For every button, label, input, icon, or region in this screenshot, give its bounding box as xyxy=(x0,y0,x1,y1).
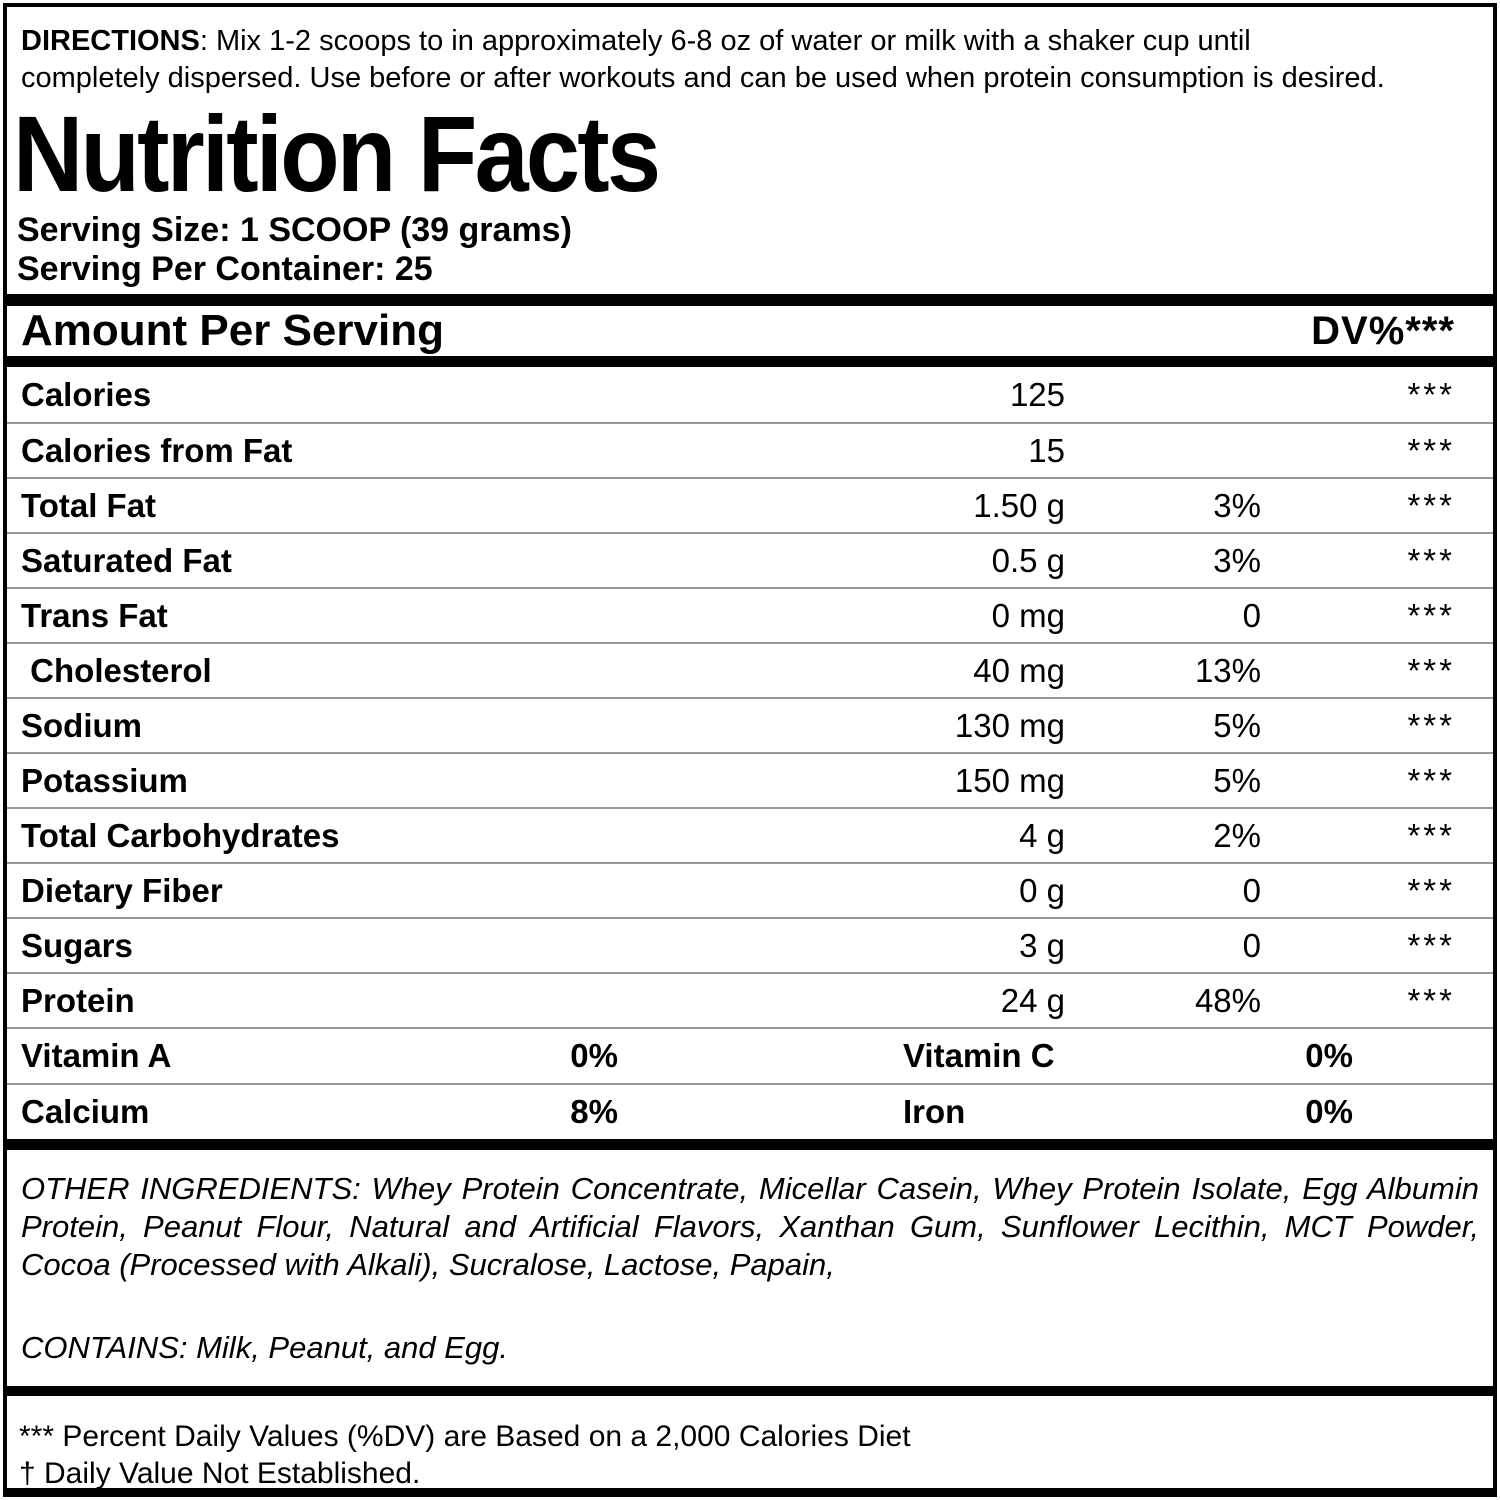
table-row xyxy=(7,697,1493,752)
nutrient-amount: 40 mg xyxy=(973,651,1065,689)
nutrient-note: *** xyxy=(1407,596,1455,634)
micronutrient-rows xyxy=(7,1027,1493,1139)
table-row xyxy=(7,532,1493,587)
directions-text xyxy=(7,7,1493,97)
nutrient-amount: 3 g xyxy=(1019,926,1065,964)
micronutrient-row xyxy=(7,1027,1493,1083)
nutrient-amount: 0 mg xyxy=(991,596,1065,634)
allergen-statement: CONTAINS: Milk, Peanut, and Egg. xyxy=(21,1330,509,1365)
nutrient-note: *** xyxy=(1407,816,1455,854)
nutrient-note: *** xyxy=(1407,981,1455,1019)
table-row xyxy=(7,367,1493,422)
micronutrient-label: Calcium xyxy=(21,1093,150,1130)
table-header xyxy=(7,306,1493,356)
nutrient-amount: 0.5 g xyxy=(991,541,1065,579)
footnote-line: *** Percent Daily Values (%DV) are Based on a 2,000 Calories Diet xyxy=(19,1420,911,1453)
serving-info xyxy=(7,207,1493,289)
micronutrient-value: 0% xyxy=(1305,1037,1353,1074)
table-row xyxy=(7,917,1493,972)
nutrient-note: *** xyxy=(1407,706,1455,744)
table-row xyxy=(7,972,1493,1027)
nutrient-label: Trans Fat xyxy=(21,596,168,634)
table-row xyxy=(7,422,1493,477)
nutrient-amount: 4 g xyxy=(1019,816,1065,854)
serving-size: Serving Size: 1 SCOOP (39 grams) xyxy=(17,211,572,249)
other-ingredients-paragraph xyxy=(7,1150,1493,1284)
nutrition-label-box xyxy=(3,3,1497,1497)
nutrient-note: *** xyxy=(1407,651,1455,689)
footnotes xyxy=(7,1396,1493,1492)
ingredients-line: OTHER INGREDIENTS: Whey Protein Concentrate, Micellar Casein, Whey Protein Isolate, Egg Albumin xyxy=(21,1171,1479,1206)
micronutrient-value: 0% xyxy=(570,1037,618,1074)
nutrient-note: *** xyxy=(1407,486,1455,524)
micronutrient-label: Vitamin A xyxy=(21,1037,172,1074)
nutrient-dv: 0 xyxy=(1242,871,1261,909)
dv-percent-heading: DV%*** xyxy=(1311,308,1455,353)
nutrient-amount: 150 mg xyxy=(954,761,1065,799)
micronutrient-value: 8% xyxy=(570,1093,618,1130)
nutrient-dv: 5% xyxy=(1213,761,1261,799)
nutrient-amount: 125 xyxy=(1009,375,1065,413)
table-row xyxy=(7,477,1493,532)
directions-label: DIRECTIONS xyxy=(21,25,200,57)
nutrient-label: Sugars xyxy=(21,926,133,964)
nutrient-note: *** xyxy=(1407,375,1455,413)
directions-line-1-rest: : Mix 1-2 scoops to in approximately 6-8 oz of water or milk with a shaker cup until xyxy=(199,25,1251,57)
nutrient-rows xyxy=(7,367,1493,1027)
nutrient-label: Dietary Fiber xyxy=(21,871,223,909)
section-divider-bar xyxy=(7,356,1493,367)
table-row xyxy=(7,587,1493,642)
nutrient-amount: 24 g xyxy=(1000,981,1065,1019)
nutrient-amount: 130 mg xyxy=(954,706,1065,744)
nutrient-label: Total Carbohydrates xyxy=(21,816,340,854)
nutrient-amount: 1.50 g xyxy=(973,486,1065,524)
nutrient-dv: 2% xyxy=(1213,816,1261,854)
nutrient-amount: 15 xyxy=(1028,431,1065,469)
nutrient-label: Potassium xyxy=(21,761,188,799)
page-title: Nutrition Facts xyxy=(13,93,659,214)
table-row xyxy=(7,807,1493,862)
nutrient-dv: 5% xyxy=(1213,706,1261,744)
section-divider-bar xyxy=(7,1139,1493,1150)
micronutrient-row xyxy=(7,1083,1493,1139)
nutrient-dv: 3% xyxy=(1213,541,1261,579)
nutrient-note: *** xyxy=(1407,871,1455,909)
section-divider-bar xyxy=(7,294,1493,306)
micronutrient-label: Iron xyxy=(903,1093,966,1130)
nutrient-label: Saturated Fat xyxy=(21,541,232,579)
nutrient-dv: 3% xyxy=(1213,486,1261,524)
table-row xyxy=(7,642,1493,697)
nutrient-label: Calories from Fat xyxy=(21,431,293,469)
nutrient-note: *** xyxy=(1407,761,1455,799)
footnote-line: † Daily Value Not Established. xyxy=(19,1457,421,1490)
nutrient-label: Cholesterol xyxy=(21,651,212,689)
amount-per-serving-heading: Amount Per Serving xyxy=(21,306,444,355)
nutrient-dv: 0 xyxy=(1242,926,1261,964)
nutrient-label: Calories xyxy=(21,375,152,413)
nutrient-dv: 48% xyxy=(1194,981,1261,1019)
nutrient-dv: 0 xyxy=(1242,596,1261,634)
micronutrient-label: Vitamin C xyxy=(903,1037,1055,1074)
micronutrient-value: 0% xyxy=(1305,1093,1353,1130)
nutrient-note: *** xyxy=(1407,926,1455,964)
ingredients-line: Cocoa (Processed with Alkali), Sucralose, Lactose, Papain, xyxy=(21,1247,835,1282)
nutrient-label: Protein xyxy=(21,981,135,1019)
directions-line-1 xyxy=(21,23,1479,60)
ingredients-line: Protein, Peanut Flour, Natural and Artificial Flavors, Xanthan Gum, Sunflower Lecithin, MCT Powder, xyxy=(21,1209,1479,1244)
servings-per-container: Serving Per Container: 25 xyxy=(17,250,433,288)
table-row xyxy=(7,862,1493,917)
nutrient-note: *** xyxy=(1407,541,1455,579)
nutrient-note: *** xyxy=(1407,431,1455,469)
nutrient-amount: 0 g xyxy=(1019,871,1065,909)
section-divider-bar xyxy=(7,1386,1493,1396)
nutrient-label: Total Fat xyxy=(21,486,157,524)
table-row xyxy=(7,752,1493,807)
nutrient-dv: 13% xyxy=(1194,651,1261,689)
directions-line-2: completely dispersed. Use before or after workouts and can be used when protein consumption is desired. xyxy=(21,62,1385,94)
nutrient-label: Sodium xyxy=(21,706,142,744)
